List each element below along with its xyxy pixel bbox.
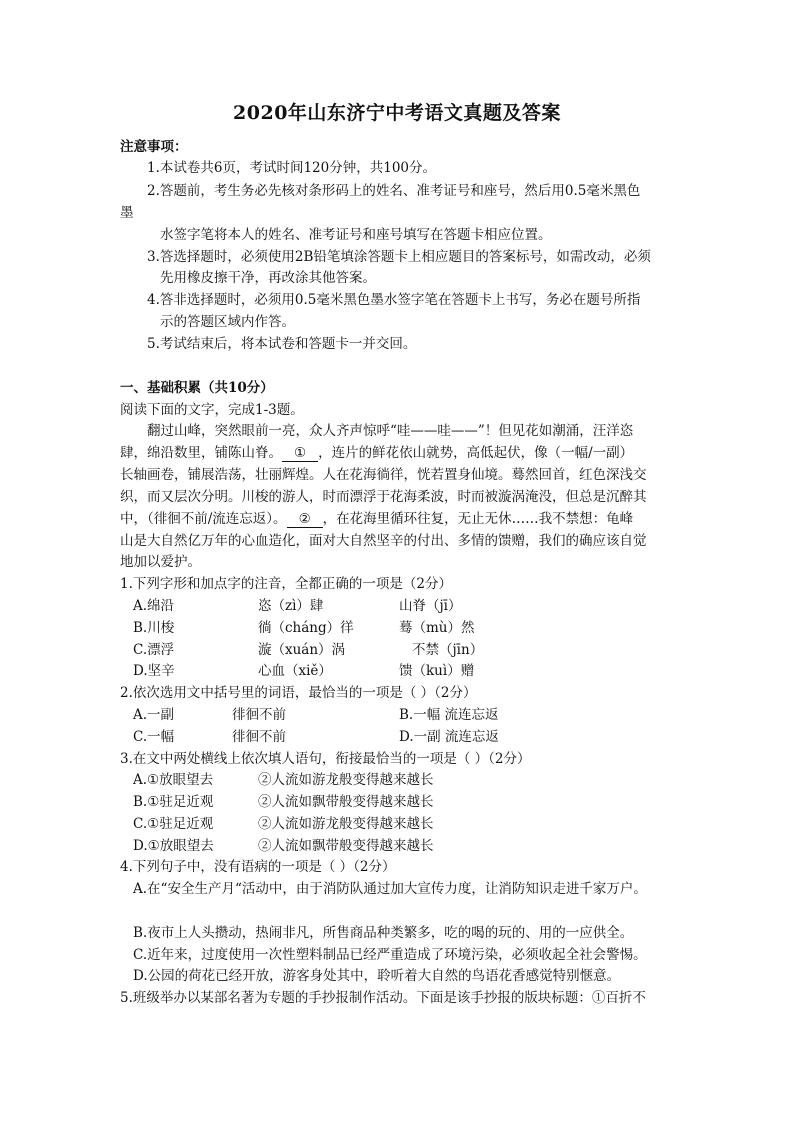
passage-line: 织，而又层次分明。川梭的游人，时而漂浮于花海柔波，时而被漩涡淹没，但总是沉醉其: [120, 489, 647, 505]
option-line: B.夜市上人头攒动，热闹非凡，所售商品种类繁多，吃的喝的玩的、用的一应供全。: [133, 925, 634, 941]
option-cell: 漩（xuán）涡: [258, 642, 346, 658]
option-cell: C.一幅: [133, 729, 175, 745]
notice-item: 墨: [120, 205, 134, 221]
section-intro: 阅读下面的文字，完成1-3题。: [120, 402, 304, 418]
page-title: 2020年山东济宁中考语文真题及答案: [233, 102, 561, 124]
notice-item: 4.答非选择题时，必须用0.5毫米黑色墨水签字笔在答题卡上书写，务必在题号所指: [147, 292, 641, 308]
notice-item: 水签字笔将本人的姓名、准考证号和座号填写在答题卡相应位置。: [160, 227, 552, 243]
option-cell: 徜（cháng）徉: [258, 620, 354, 636]
option-cell: C.①驻足近观: [133, 816, 214, 832]
option-cell: 不禁（jīn）: [412, 642, 484, 658]
option-cell: 蓦（mù）然: [399, 620, 475, 636]
passage-text: 中，（徘徊不前/流连忘返）。: [120, 511, 287, 527]
option-cell: D.一副 流连忘返: [399, 729, 499, 745]
question-stem: 1.下列字形和加点字的注音，全都正确的一项是（2分）: [120, 576, 452, 592]
option-cell: D.①放眼望去: [133, 838, 214, 854]
notice-item: 2.答题前，考生务必先核对条形码上的姓名、准考证号和座号，然后用0.5毫米黑色: [147, 183, 641, 199]
option-cell: A.一副: [133, 707, 175, 723]
notice-item: 先用橡皮擦干净，再改涂其他答案。: [160, 270, 376, 286]
notice-heading: 注意事项：: [120, 139, 188, 155]
option-cell: B.川梭: [133, 620, 175, 636]
passage-line: [120, 443, 633, 463]
option-cell: C.漂浮: [133, 642, 175, 658]
question-stem: 2.依次选用文中括号里的词语，最恰当的一项是（ ）（2分）: [120, 685, 477, 701]
passage-line: [120, 509, 633, 529]
option-cell: ②人流如游龙般变得越来越长: [258, 816, 434, 832]
passage-line: 翻过山峰，突然眼前一亮，众人齐声惊呼“哇——哇——”！但见花如潮涌，汪洋恣: [147, 423, 634, 439]
option-cell: B.①驻足近观: [133, 794, 214, 810]
blank-1: ①: [282, 445, 318, 462]
question-stem: 4.下列句子中，没有语病的一项是（ ）（2分）: [120, 859, 396, 875]
passage-line: 山是大自然亿万年的心血造化，面对大自然坚辛的付出、多情的馈赠，我们的确应该自觉: [120, 533, 647, 549]
notice-item: 3.答选择题时，必须使用2B铅笔填涂答题卡上相应题目的答案标号，如需改动，必须: [147, 249, 651, 265]
notice-item: 5.考试结束后，将本试卷和答题卡一并交回。: [147, 336, 417, 352]
option-cell: 馈（kuì）赠: [399, 663, 475, 679]
option-cell: D.坚辛: [133, 663, 175, 679]
option-cell: ②人流如飘带般变得越来越长: [258, 838, 434, 854]
option-cell: ②人流如飘带般变得越来越长: [258, 794, 434, 810]
passage-text: ，在花海里循环往复，无止无休……我不禁想：龟峰: [322, 511, 634, 527]
option-cell: 山脊（jī）: [399, 598, 462, 614]
question-stem: 5.班级举办以某部名著为专题的手抄报制作活动。下面是该手抄报的版块标题：①百折不: [120, 990, 646, 1006]
option-cell: 徘徊不前: [232, 729, 286, 745]
blank-2: ②: [287, 511, 323, 528]
option-line: A.在“安全生产月“活动中，由于消防队通过加大宣传力度，让消防知识走进千家万户。: [133, 881, 647, 897]
option-line: C.近年来，过度使用一次性塑料制品已经严重造成了环境污染，必须收起全社会警惕。: [133, 947, 647, 963]
option-cell: B.一幅 流连忘返: [399, 707, 499, 723]
passage-line: 长轴画卷，铺展浩荡，壮丽辉煌。人在花海徜徉，恍若置身仙境。蓦然回首，红色深浅交: [120, 467, 647, 483]
passage-text: 肆，绵沿数里，铺陈山脊。: [120, 445, 282, 461]
option-cell: 徘徊不前: [232, 707, 286, 723]
option-cell: 心血（xiě）: [258, 663, 332, 679]
option-cell: ②人流如游龙般变得越来越长: [258, 772, 434, 788]
notice-item: 1.本试卷共6页，考试时间120分钟，共100分。: [147, 160, 437, 176]
passage-text: ，连片的鲜花依山就势，高低起伏，像（一幅/一副）: [318, 445, 634, 461]
option-cell: 恣（zì）肆: [258, 598, 324, 614]
option-cell: A.①放眼望去: [133, 772, 214, 788]
question-stem: 3.在文中两处横线上依次填人语句，衔接最恰当的一项是（ ）（2分）: [120, 751, 531, 767]
section-heading: 一、基础积累（共10分）: [120, 380, 274, 396]
option-line: D.公园的荷花已经开放，游客身处其中，聆听着大自然的鸟语花香感觉特别惬意。: [133, 968, 621, 984]
passage-line: 地加以爱护。: [120, 554, 201, 570]
option-cell: A.绵沿: [133, 598, 175, 614]
notice-item: 示的答题区域内作答。: [160, 314, 295, 330]
